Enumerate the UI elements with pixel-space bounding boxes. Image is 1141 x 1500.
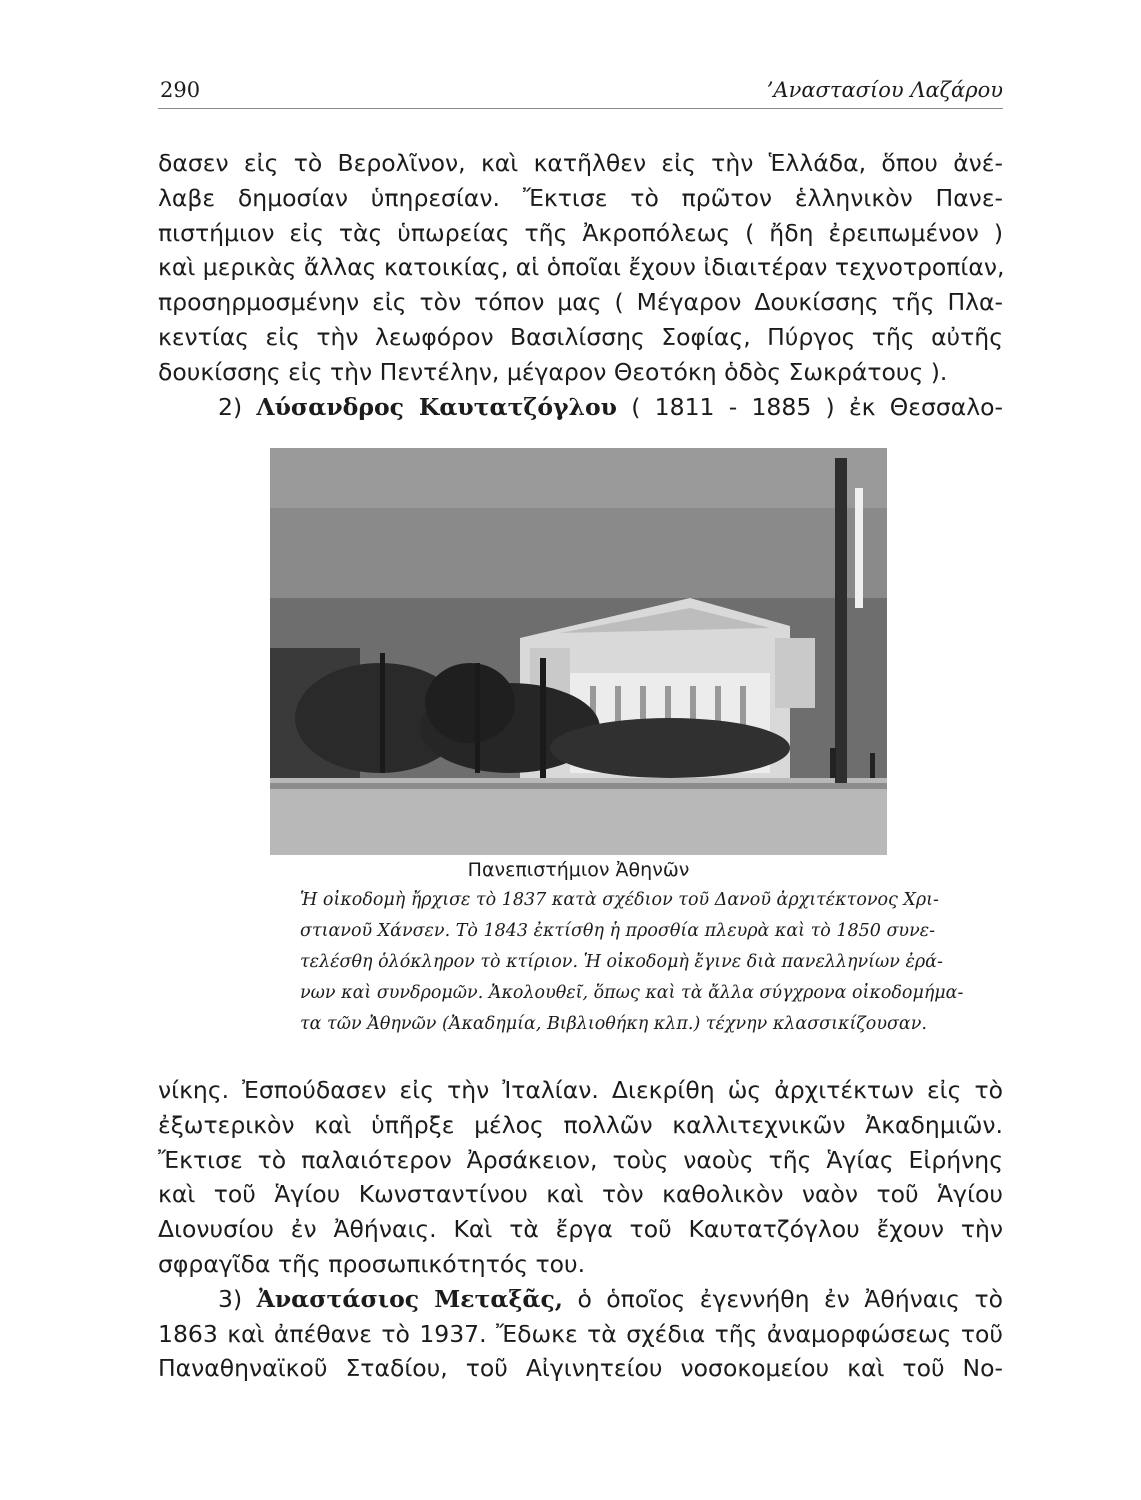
entry-3-name: Ἀναστάσιος Μεταξᾶς, (256, 1284, 563, 1313)
text-line: προσηρμοσμένην εἰς τὸν τόπον μας ( Μέγαρον Δουκίσσης τῆς Πλα- (158, 288, 1003, 317)
text-line: νίκης. Ἐσπούδασεν εἰς τὴν Ἰταλίαν. Διεκρίθη ὡς ἀρχιτέκτων εἰς τὸ (158, 1076, 1003, 1104)
university-photo-illustration (270, 448, 887, 855)
text-line: ἐξωτερικὸν καὶ ὑπῆρξε μέλος πολλῶν καλλιτεχνικῶν Ἀκαδημιῶν. (158, 1110, 1003, 1139)
entry-2-rest: ( 1811 - 1885 ) ἐκ Θεσσαλο- (631, 392, 1003, 421)
text-line: σφραγῖδα τῆς προσωπικότητός του. (158, 1249, 586, 1278)
entry-2-number: 2) (218, 392, 243, 421)
entry-3-number: 3) (218, 1284, 243, 1313)
text-line: καὶ μερικὰς ἄλλας κατοικίας, αἱ ὁποῖαι ἔχουν ἰδιαιτέραν τεχνοτροπίαν, (158, 253, 1005, 282)
photo-caption-title: Πανεπιστήμιον Ἀθηνῶν (467, 859, 690, 881)
text-line: πιστήμιον εἰς τὰς ὑπωρείας τῆς Ἀκροπόλεως ( ἤδη ἐρειπωμένον ) (158, 218, 1003, 247)
text-line: λαβε δημοσίαν ὑπηρεσίαν. Ἔκτισε τὸ πρῶτον ἑλληνικὸν Πανε- (158, 183, 1003, 212)
text-line: 1863 καὶ ἀπέθανε τὸ 1937. Ἔδωκε τὰ σχέδια τῆς ἀναμορφώσεως τοῦ (158, 1319, 1003, 1348)
paragraph-1 (158, 146, 1003, 424)
entry-2-heading (158, 390, 1003, 425)
entry-2-name: Λύσανδρος Καυτατζόγλου (256, 392, 617, 421)
text-line: δουκίσσης εἰς τὴν Πεντέλην, μέγαρον Θεοτόκη ὁδὸς Σωκράτους ). (158, 357, 948, 386)
paragraph-2 (158, 1073, 1003, 1386)
caption-line: νων καὶ συνδρομῶν. Ἀκολουθεῖ, ὅπως καὶ τὰ ἄλλα σύγχρονα οἰκοδομήμα- (300, 983, 964, 1003)
text-line: κεντίας εἰς τὴν λεωφόρον Βασιλίσσης Σοφίας, Πύργος τῆς αὐτῆς (158, 322, 1003, 351)
caption-line: Ἡ οἰκοδομὴ ἤρχισε τὸ 1837 κατὰ σχέδιον τοῦ Δανοῦ ἀρχιτέκτονος Χρι- (300, 890, 939, 910)
running-head (158, 76, 1003, 109)
entry-3-heading (158, 1282, 1003, 1317)
text-line: δασεν εἰς τὸ Βερολῖνον, καὶ κατῆλθεν εἰς τὴν Ἑλλάδα, ὅπου ἀνέ- (158, 149, 1003, 177)
caption-line: τα τῶν Ἀθηνῶν (Ἀκαδημία, Βιβλιοθήκη κλπ.) τέχνην κλασσικίζουσαν. (300, 1014, 927, 1034)
text-line: Διονυσίου ἐν Ἀθήναις. Καὶ τὰ ἔργα τοῦ Καυτατζόγλου ἔχουν τὴν (158, 1215, 1003, 1244)
page-number: 290 (160, 78, 201, 102)
text-line: Ἔκτισε τὸ παλαιότερον Ἀρσάκειον, τοὺς ναοὺς τῆς Ἁγίας Εἰρήνης (158, 1145, 1003, 1174)
text-line: Παναθηναϊκοῦ Σταδίου, τοῦ Αἰγινητείου νοσοκομείου καὶ τοῦ Νο- (158, 1354, 1003, 1383)
photo-caption (300, 885, 964, 1040)
caption-line: στιανοῦ Χάνσεν. Τὸ 1843 ἐκτίσθη ἡ προσθία πλευρὰ καὶ τὸ 1850 συνε- (300, 921, 936, 941)
caption-line: τελέσθη ὁλόκληρον τὸ κτίριον. Ἡ οἰκοδομὴ ἔγινε διὰ πανελληνίων ἐρά- (300, 952, 943, 972)
running-head-author: ’Αναστασίου Λαζάρου (766, 78, 1003, 102)
text-line: καὶ τοῦ Ἁγίου Κωνσταντίνου καὶ τὸν καθολικὸν ναὸν τοῦ Ἁγίου (158, 1180, 1003, 1209)
university-photo (270, 448, 887, 855)
entry-3-rest: ὁ ὁποῖος ἐγεννήθη ἐν Ἀθήναις τὸ (577, 1284, 1003, 1313)
